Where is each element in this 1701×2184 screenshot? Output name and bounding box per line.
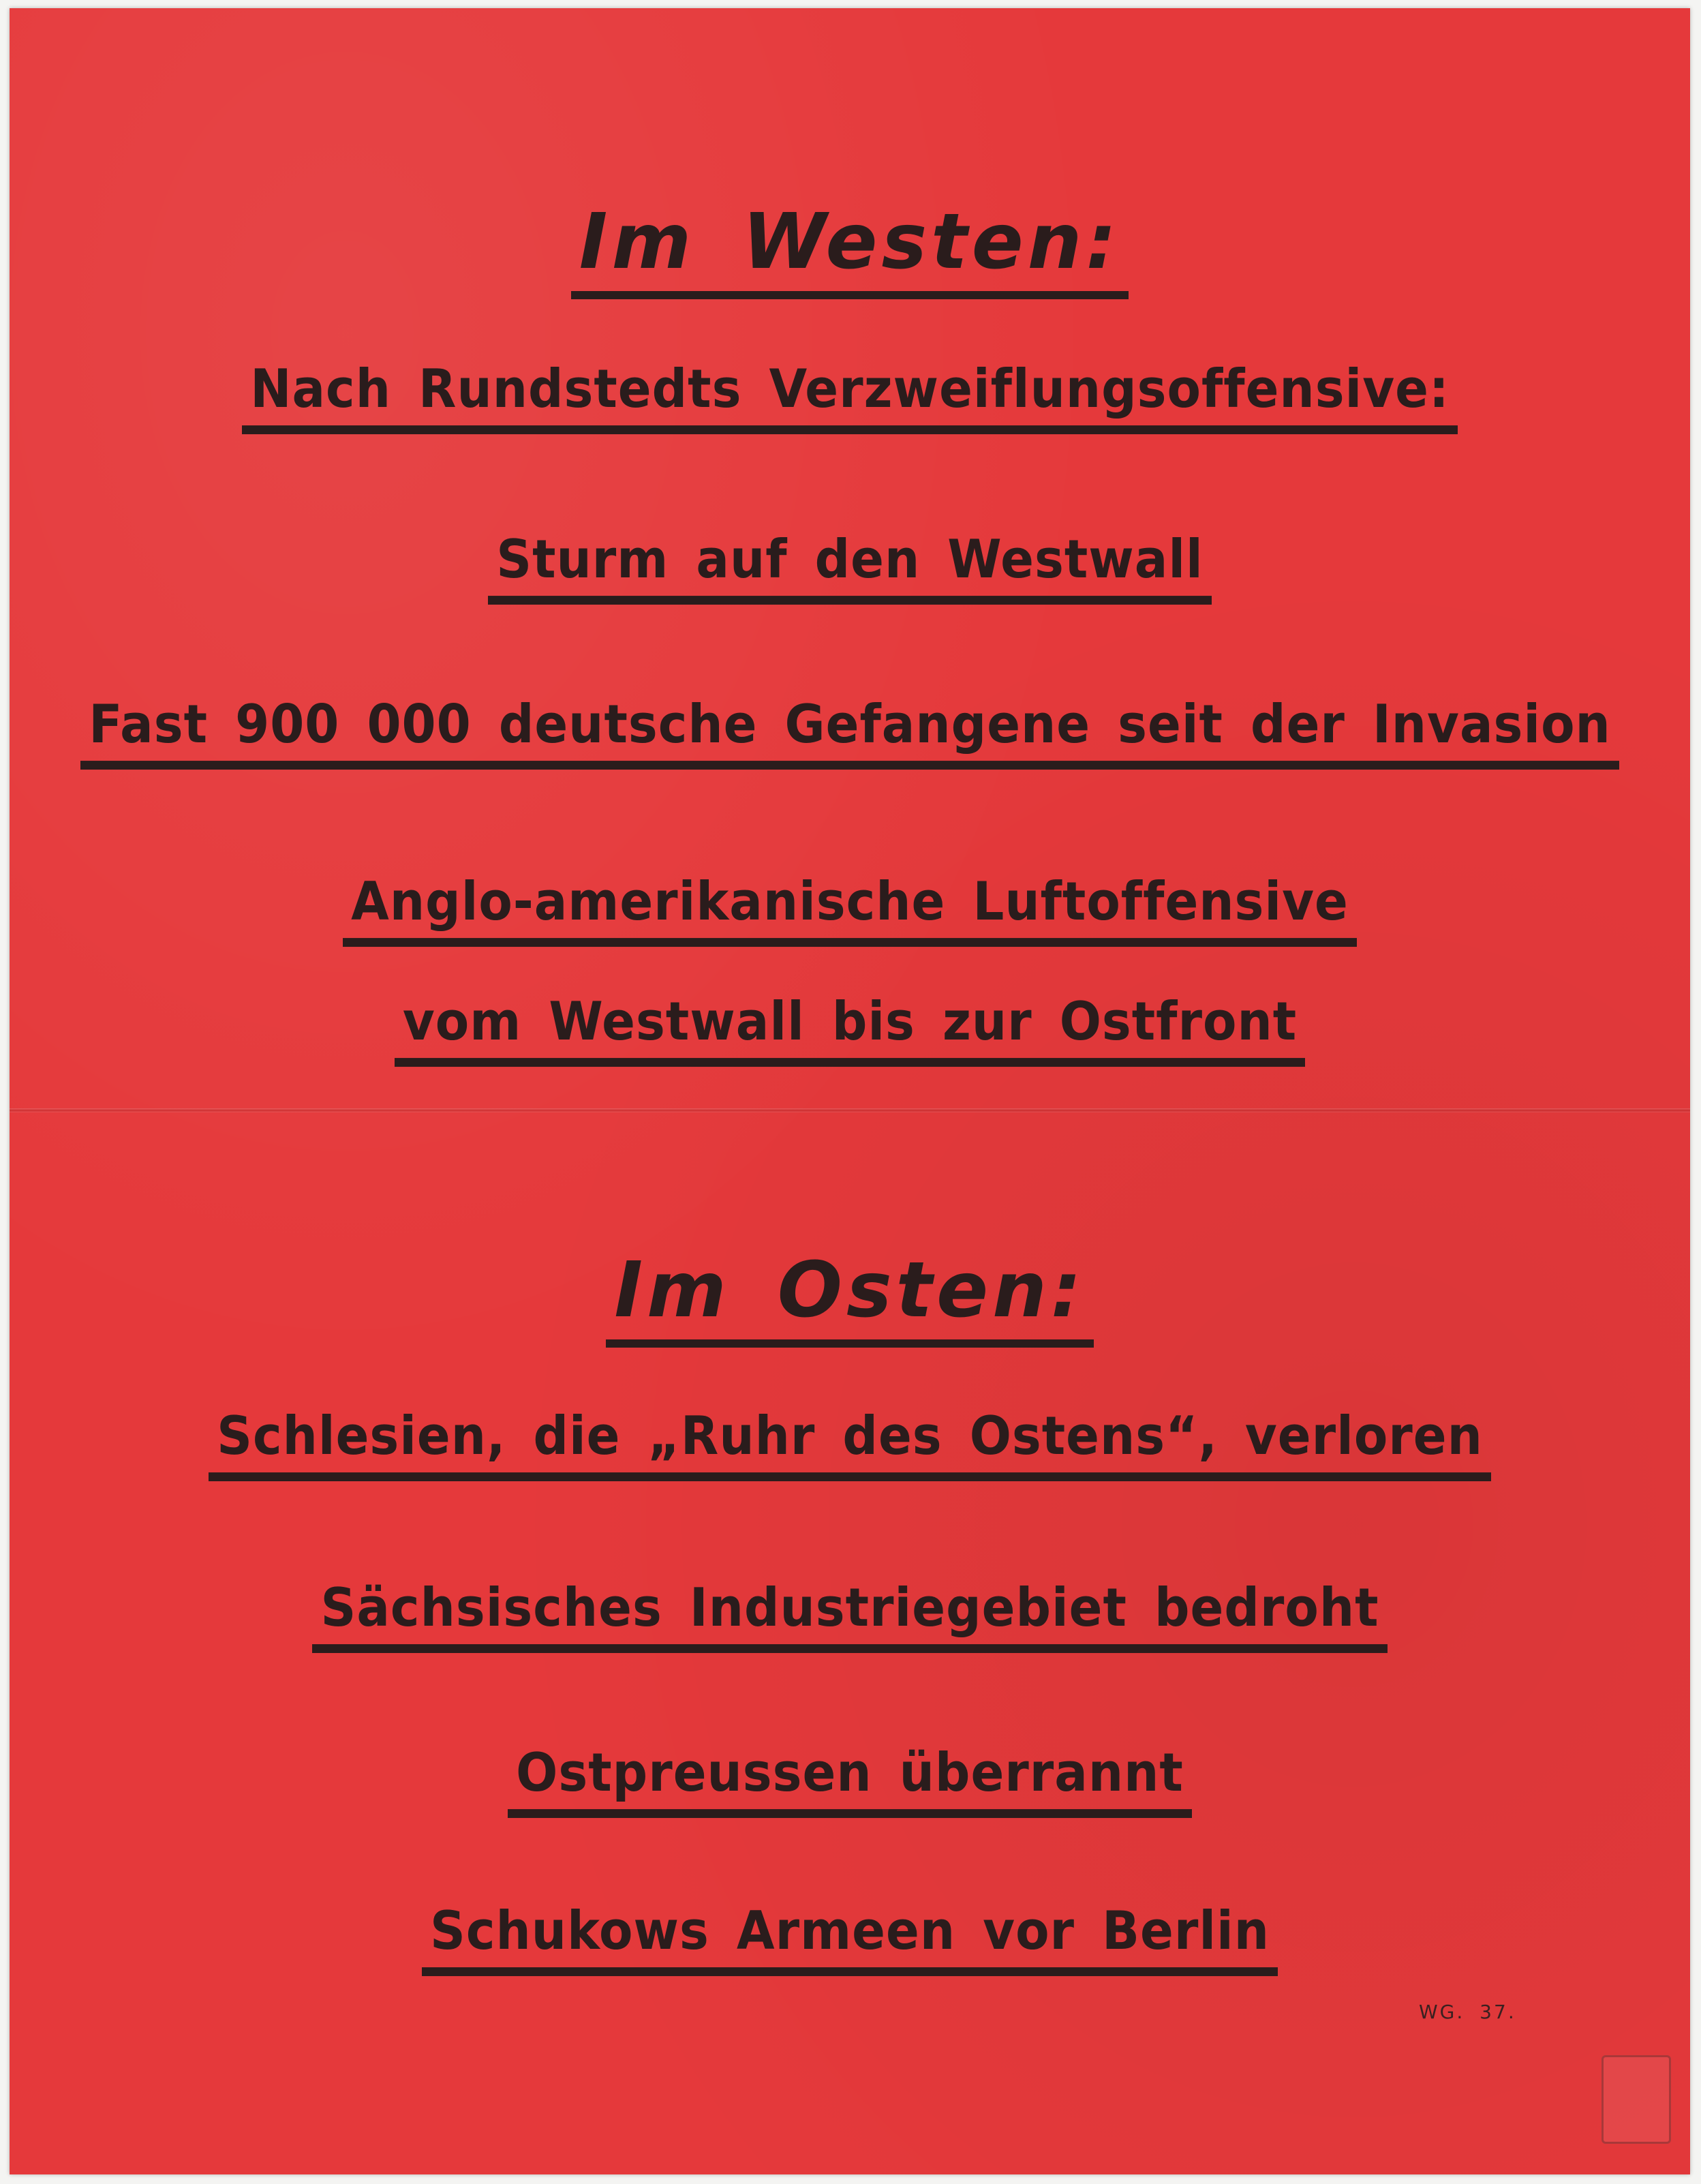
heading-west [10, 200, 1690, 299]
east-line-4-text: Schukows Armeen vor Berlin [422, 1902, 1278, 1976]
west-line-4-text: Anglo-amerikanische Luftoffensive [343, 873, 1357, 947]
east-line-3-text: Ostpreussen überrannt [508, 1744, 1192, 1818]
heading-east-text: Im Osten: [606, 1249, 1093, 1348]
east-line-1-text: Schlesien, die „Ruhr des Ostens“, verloren [209, 1407, 1491, 1481]
collector-stamp [1602, 2055, 1671, 2144]
east-line-3 [10, 1741, 1690, 1815]
east-line-2 [10, 1576, 1690, 1650]
east-line-4 [10, 1899, 1690, 1973]
leaflet-code: WG. 37. [1419, 2001, 1516, 2023]
west-line-5 [10, 990, 1690, 1064]
west-line-1 [10, 357, 1690, 431]
east-line-1 [10, 1404, 1690, 1478]
heading-west-text: Im Westen: [571, 200, 1129, 299]
fold-crease [10, 1108, 1690, 1112]
west-line-1-text: Nach Rundstedts Verzweiflungsoffensive: [242, 360, 1458, 434]
heading-east [10, 1246, 1690, 1348]
west-line-3-text: Fast 900 000 deutsche Gefangene seit der Invasion [80, 695, 1619, 770]
leaflet-page [10, 8, 1690, 2174]
west-line-2-text: Sturm auf den Westwall [488, 530, 1211, 605]
east-line-2-text: Sächsisches Industriegebiet bedroht [312, 1579, 1387, 1653]
west-line-2 [10, 528, 1690, 602]
west-line-4 [10, 870, 1690, 944]
west-line-3 [10, 693, 1690, 767]
west-line-5-text: vom Westwall bis zur Ostfront [395, 992, 1305, 1067]
